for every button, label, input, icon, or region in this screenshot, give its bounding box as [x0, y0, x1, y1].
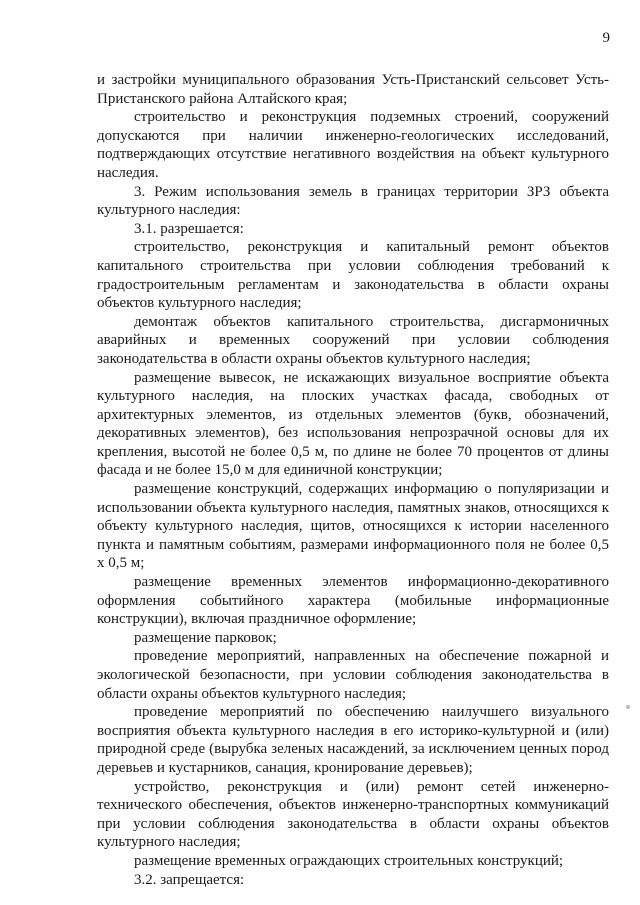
list-item: устройство, реконструкция и (или) ремонт сетей инженерно-технического обеспечения, объектов инженерно-транспортных коммуникаций при условии соблюдения законодательства в области охраны объектов культурного наследия;: [97, 778, 609, 851]
list-item: проведение мероприятий, направленных на обеспечение пожарной и экологической безопасности, при условии соблюдения законодательства в области охраны объектов культурного наследия;: [97, 648, 609, 702]
subsection-heading: 3.2. запрещается:: [134, 871, 245, 888]
list-item: размещение парковок;: [134, 629, 277, 646]
paragraph: и застройки муниципального образования Усть-Пристанский сельсовет Усть-Пристанского района Алтайского края;: [97, 72, 609, 107]
list-item: размещение конструкций, содержащих информацию о популяризации и использовании объекта культурного наследия, памятных знаков, относящихся к объекту культурного наследия, щитов, относящихся к истории населенного пункта и памятным событиям, размерами информационного поля не более 0,5 х 0,5 м;: [97, 481, 609, 572]
list-item: размещение временных ограждающих строительных конструкций;: [134, 852, 564, 869]
list-item: демонтаж объектов капитального строительства, дисгармоничных аварийных и временных сооружений при условии соблюдения законодательства в области охраны объектов культурного наследия;: [97, 313, 609, 367]
paragraph: строительство и реконструкция подземных строений, сооружений допускаются при наличии инженерно-геологических исследований, подтверждающих отсутствие негативного воздействия на объект культурного наследия.: [97, 109, 609, 181]
list-item: размещение временных элементов информационно-декоративного оформления событийного характера (мобильные информационные конструкции), включая праздничное оформление;: [97, 574, 609, 628]
document-body: [97, 71, 609, 889]
subsection-heading: 3.1. разрешается:: [134, 220, 244, 237]
page-number: 9: [602, 30, 610, 46]
list-item: размещение вывесок, не искажающих визуальное восприятие объекта культурного наследия, на плоских участках фасада, свободных от архитектурных элементов, из отдельных элементов (букв, обозначений, декоративных элементов), без использования непрозрачной основы для их крепления, высотой не более 0,5 м, по длине не более 70 процентов от длины фасада и не более 15,0 м для единичной конструкции;: [97, 369, 609, 479]
list-item: проведение мероприятий по обеспечению наилучшего визуального восприятия объекта культурного наследия в его историко-культурной и (или) природной среде (вырубка зеленых насаждений, за исключением ценных пород деревьев и кустарников, санация, кронирование деревьев);: [97, 704, 609, 776]
section-heading: 3. Режим использования земель в границах территории ЗРЗ объекта культурного наследия:: [97, 183, 609, 219]
list-item: строительство, реконструкция и капитальный ремонт объектов капитального строительства при условии соблюдения требований к градостроительным регламентам и законодательства в области охраны объектов культурного наследия;: [97, 239, 609, 312]
scan-mark: [626, 705, 630, 709]
